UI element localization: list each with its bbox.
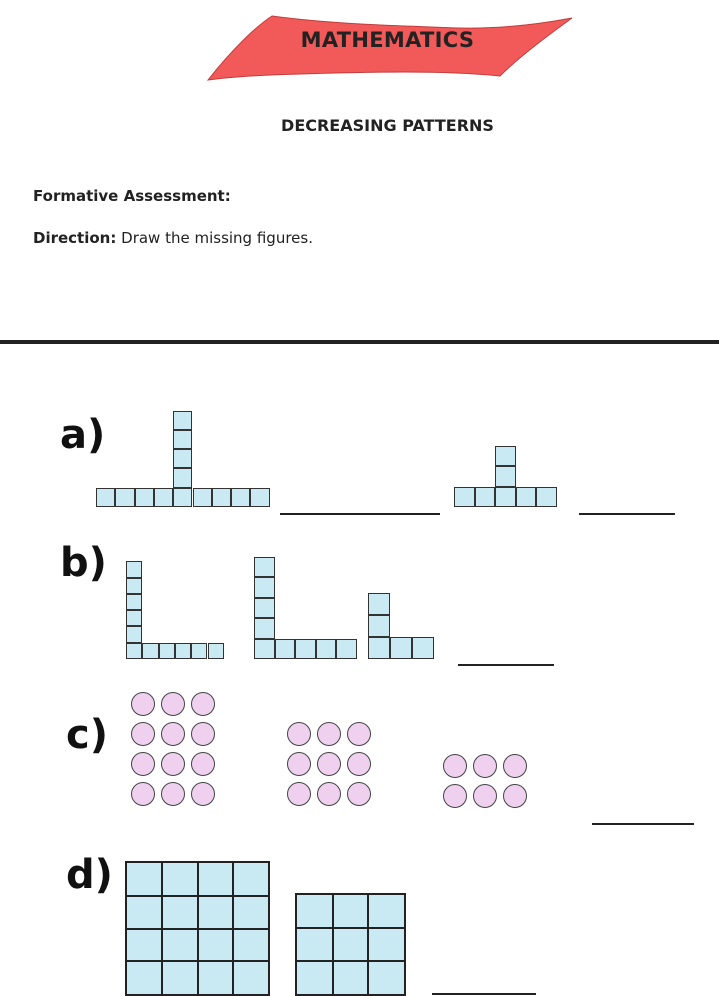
- pattern-circle: [503, 784, 527, 808]
- pattern-square: [390, 637, 412, 659]
- question-label-c: c): [66, 712, 108, 758]
- pattern-circle: [443, 784, 467, 808]
- question-label-b: b): [60, 540, 107, 586]
- pattern-square: [316, 639, 337, 660]
- pattern-square: [516, 487, 537, 508]
- pattern-square: [295, 639, 316, 660]
- pattern-square: [368, 615, 390, 637]
- pattern-circle: [287, 782, 311, 806]
- pattern-circle: [473, 754, 497, 778]
- pattern-circle: [131, 752, 155, 776]
- pattern-b-figure-2: [254, 581, 338, 659]
- direction-line: [33, 229, 313, 247]
- grid-line-horizontal: [297, 960, 404, 962]
- pattern-a-figure-1: [96, 415, 270, 507]
- pattern-square: [250, 488, 269, 507]
- pattern-b-figure-1: [126, 567, 224, 659]
- pattern-circle: [503, 754, 527, 778]
- grid-line-horizontal: [127, 895, 268, 897]
- pattern-circle: [191, 752, 215, 776]
- answer-line-a-2[interactable]: [579, 513, 675, 515]
- pattern-circle: [191, 722, 215, 746]
- pattern-square: [191, 643, 207, 659]
- pattern-square: [173, 488, 192, 507]
- pattern-square: [275, 639, 296, 660]
- answer-line-a-1[interactable]: [280, 513, 440, 515]
- pattern-square: [193, 488, 212, 507]
- grid-line-vertical: [332, 895, 334, 994]
- pattern-circle: [131, 782, 155, 806]
- pattern-circle: [347, 782, 371, 806]
- pattern-circle: [317, 752, 341, 776]
- pattern-square: [495, 446, 516, 467]
- pattern-square: [159, 643, 175, 659]
- pattern-square: [96, 488, 115, 507]
- pattern-square: [173, 411, 192, 430]
- pattern-square: [336, 639, 357, 660]
- pattern-circle: [131, 722, 155, 746]
- pattern-circle: [287, 722, 311, 746]
- pattern-square: [254, 577, 275, 598]
- pattern-square: [175, 643, 191, 659]
- pattern-square: [254, 618, 275, 639]
- pattern-circle: [287, 752, 311, 776]
- pattern-square: [126, 626, 142, 642]
- pattern-circle: [317, 722, 341, 746]
- pattern-square: [495, 466, 516, 487]
- pattern-square: [212, 488, 231, 507]
- question-label-d: d): [66, 852, 113, 898]
- pattern-square: [368, 593, 390, 615]
- pattern-square: [173, 430, 192, 449]
- grid-line-horizontal: [127, 960, 268, 962]
- answer-line-c[interactable]: [592, 823, 694, 825]
- answer-line-d[interactable]: [432, 993, 536, 995]
- pattern-circle: [131, 692, 155, 716]
- pattern-square: [154, 488, 173, 507]
- pattern-square: [126, 643, 142, 659]
- grid-line-horizontal: [297, 927, 404, 929]
- pattern-c-figure-2: [287, 722, 375, 810]
- pattern-square: [536, 487, 557, 508]
- formative-label: Formative Assessment:: [33, 187, 231, 205]
- pattern-square: [135, 488, 154, 507]
- direction-text: Draw the missing figures.: [121, 229, 313, 247]
- pattern-square: [142, 643, 158, 659]
- pattern-circle: [161, 782, 185, 806]
- grid-line-vertical: [367, 895, 369, 994]
- pattern-circle: [473, 784, 497, 808]
- pattern-circle: [191, 692, 215, 716]
- page-subtitle: DECREASING PATTERNS: [281, 116, 494, 135]
- pattern-square: [254, 639, 275, 660]
- pattern-square: [173, 449, 192, 468]
- pattern-square: [368, 637, 390, 659]
- pattern-square: [173, 468, 192, 487]
- pattern-d-figure-1: [125, 861, 270, 996]
- pattern-square: [412, 637, 434, 659]
- answer-line-b[interactable]: [458, 664, 554, 666]
- pattern-circle: [161, 722, 185, 746]
- pattern-circle: [161, 752, 185, 776]
- direction-label: Direction:: [33, 229, 117, 247]
- banner-title: MATHEMATICS: [300, 28, 475, 52]
- pattern-square: [126, 610, 142, 626]
- pattern-square: [231, 488, 250, 507]
- pattern-circle: [191, 782, 215, 806]
- pattern-circle: [347, 722, 371, 746]
- pattern-circle: [317, 782, 341, 806]
- pattern-square: [126, 561, 142, 577]
- pattern-square: [126, 578, 142, 594]
- pattern-square: [254, 557, 275, 578]
- pattern-d-figure-2: [295, 893, 406, 996]
- pattern-square: [254, 598, 275, 619]
- pattern-square: [495, 487, 516, 508]
- pattern-square: [475, 487, 496, 508]
- grid-line-horizontal: [127, 928, 268, 930]
- pattern-circle: [347, 752, 371, 776]
- pattern-a-figure-2: [454, 448, 558, 507]
- pattern-circle: [443, 754, 467, 778]
- pattern-square: [454, 487, 475, 508]
- section-divider: [0, 340, 719, 344]
- pattern-square: [115, 488, 134, 507]
- pattern-circle: [161, 692, 185, 716]
- pattern-c-figure-3: [443, 754, 531, 812]
- question-label-a: a): [60, 412, 106, 458]
- pattern-square: [208, 643, 224, 659]
- pattern-square: [126, 594, 142, 610]
- pattern-b-figure-3: [368, 597, 434, 659]
- pattern-c-figure-1: [131, 692, 219, 810]
